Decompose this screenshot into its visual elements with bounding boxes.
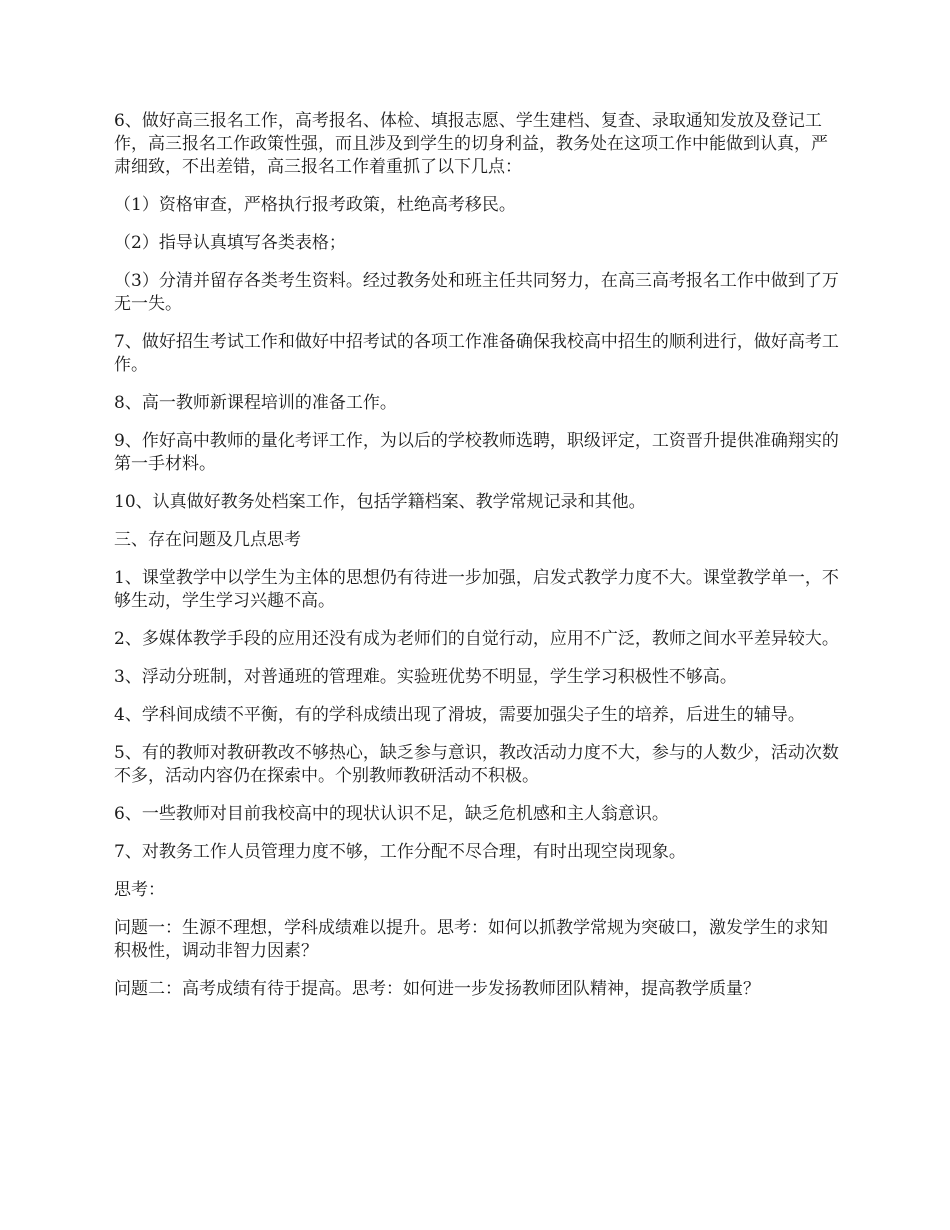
paragraph-enrollment-exams: 7、做好招生考试工作和做好中招考试的各项工作准备确保我校高中招生的顺利进行，做好高考工作。 <box>114 332 839 375</box>
paragraph-problem-4: 4、学科间成绩不平衡，有的学科成绩出现了滑坡，需要加强尖子生的培养，后进生的辅导。 <box>114 705 805 725</box>
paragraph-question-2: 问题二：高考成绩有待于提高。思考：如何进一步发扬教师团队精神，提高教学质量？ <box>114 979 760 999</box>
paragraph-qualification-review: （1）资格审查，严格执行报考政策，杜绝高考移民。 <box>114 195 516 215</box>
paragraph-candidate-records: （3）分清并留存各类考生资料。经过教务处和班主任共同努力，在高三高考报名工作中做到了万无一失。 <box>114 271 839 314</box>
paragraph-problem-2: 2、多媒体教学手段的应用还没有成为老师们的自觉行动，应用不广泛，教师之间水平差异较大。 <box>114 629 839 649</box>
paragraph-problem-7: 7、对教务工作人员管理力度不够，工作分配不尽合理，有时出现空岗现象。 <box>114 842 686 862</box>
paragraph-teacher-evaluation: 9、作好高中教师的量化考评工作，为以后的学校教师选聘，职级评定，工资晋升提供准确翔实的第一手材料。 <box>114 431 839 474</box>
paragraph-problem-1: 1、课堂教学中以学生为主体的思想仍有待进一步加强，启发式教学力度不大。课堂教学单一，不够生动，学生学习兴趣不高。 <box>114 568 839 611</box>
heading-thoughts: 思考： <box>114 880 165 900</box>
paragraph-problem-6: 6、一些教师对目前我校高中的现状认识不足，缺乏危机感和主人翁意识。 <box>114 804 669 824</box>
paragraph-problem-3: 3、浮动分班制，对普通班的管理难。实验班优势不明显，学生学习积极性不够高。 <box>114 667 737 687</box>
paragraph-archive-work: 10、认真做好教务处档案工作，包括学籍档案、教学常规记录和其他。 <box>114 492 646 512</box>
paragraph-curriculum-training: 8、高一教师新课程培训的准备工作。 <box>114 393 397 413</box>
paragraph-form-guidance: （2）指导认真填写各类表格； <box>114 233 346 253</box>
paragraph-question-1: 问题一：生源不理想，学科成绩难以提升。思考：如何以抓教学常规为突破口，激发学生的求知积极性，调动非智力因素？ <box>114 918 828 961</box>
paragraph-problem-5: 5、有的教师对教研教改不够热心，缺乏参与意识，教改活动力度不大，参与的人数少，活动次数不多，活动内容仍在探索中。个别教师教研活动不积极。 <box>114 743 839 786</box>
document-body <box>114 110 844 1016</box>
section-heading-problems: 三、存在问题及几点思考 <box>114 530 301 550</box>
paragraph-registration-work: 6、做好高三报名工作，高考报名、体检、填报志愿、学生建档、复查、录取通知发放及登记工作，高三报名工作政策性强，而且涉及到学生的切身利益，教务处在这项工作中能做到认真，严肃细致，不出差错，高三报名工作着重抓了以下几点： <box>114 111 828 177</box>
